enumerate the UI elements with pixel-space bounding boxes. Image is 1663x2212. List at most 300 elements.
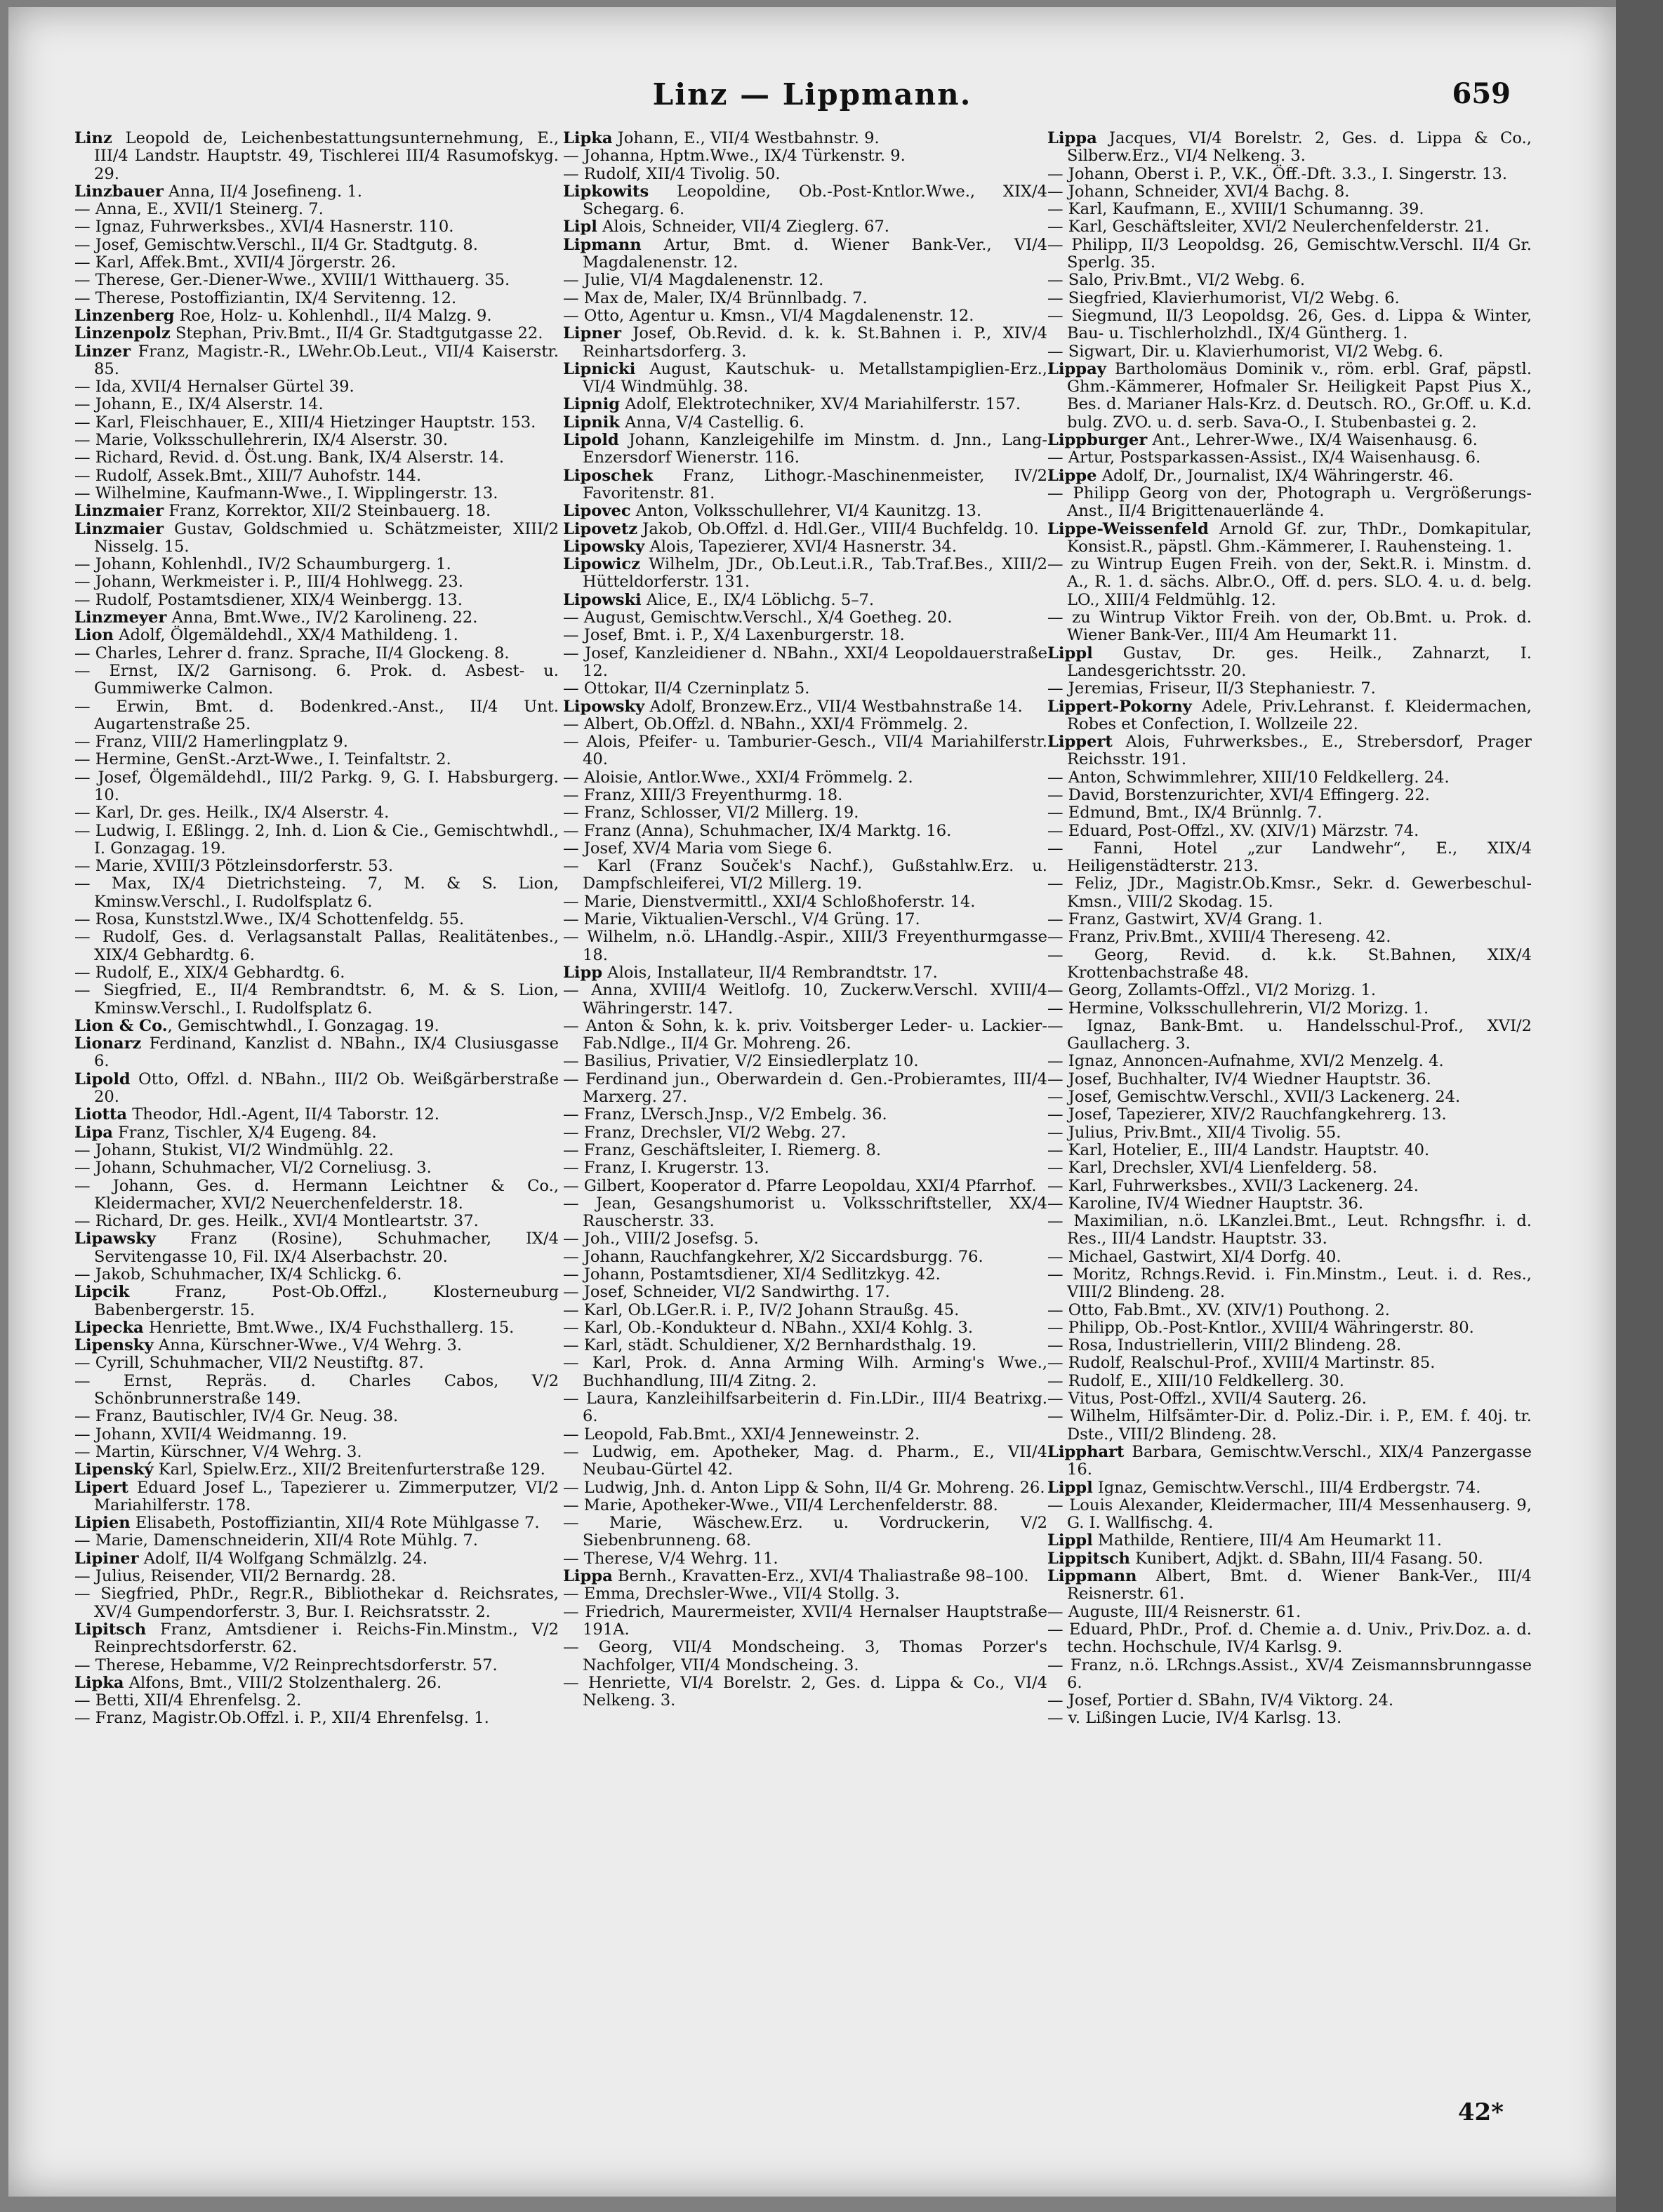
entry-text: Roe, Holz- u. Kohlenhdl., II/4 Malzg. 9. [174, 306, 492, 325]
entry-text: — Max, IX/4 Dietrichsteing. 7, M. & S. Lion, Kminsw.Verschl., I. Rudolfsplatz 6. [74, 874, 559, 911]
directory-entry [563, 627, 1047, 644]
entry-text: — Otto, Agentur u. Kmsn., VI/4 Magdalenenstr. 12. [563, 306, 974, 325]
directory-entry [563, 1639, 1047, 1674]
entry-text: Eduard Josef L., Tapezierer u. Zimmerputzer, VI/2 Mariahilferstr. 178. [94, 1478, 559, 1514]
entry-text: — Karl, Fuhrwerksbes., XVII/3 Lackenerg. 24. [1047, 1176, 1419, 1195]
entry-surname: Lipovetz [563, 519, 638, 538]
entry-text: — Franz (Anna), Schuhmacher, IX/4 Marktg. 16. [563, 821, 952, 840]
directory-entry [563, 911, 1047, 928]
entry-text: — Johann, XVII/4 Weidmanng. 19. [74, 1425, 347, 1444]
entry-text: — Ludwig, Jnh. d. Anton Lipp & Sohn, II/4 Gr. Mohreng. 26. [563, 1478, 1045, 1497]
entry-surname: Lipert [74, 1478, 128, 1497]
directory-entry [74, 1621, 559, 1657]
entry-text: Adolf, Bronzew.Erz., VII/4 Westbahnstraße 14. [644, 697, 1023, 716]
entry-text: Ant., Lehrer-Wwe., IX/4 Waisenhausg. 6. [1147, 431, 1478, 450]
directory-entry [1047, 982, 1532, 999]
directory-entry [1047, 1142, 1532, 1159]
entry-text: Franz, Tischler, X/4 Eugeng. 84. [112, 1123, 377, 1142]
entry-text: — Karl, Geschäftsleiter, XVI/2 Neulerchenfelderstr. 21. [1047, 218, 1490, 236]
entry-text: — Franz, I. Krugerstr. 13. [563, 1159, 769, 1178]
directory-entry [1047, 1178, 1532, 1195]
directory-entry [1047, 1710, 1532, 1727]
entry-text: — Emma, Drechsler-Wwe., VII/4 Stollg. 3. [563, 1585, 900, 1604]
directory-entry [563, 1497, 1047, 1514]
entry-text: Adolf, II/4 Wolfgang Schmälzlg. 24. [138, 1549, 428, 1568]
entry-surname: Lipowsky [563, 537, 645, 556]
entry-text: — Gilbert, Kooperator d. Pfarre Leopoldau, XXI/4 Pfarrhof. [563, 1176, 1037, 1195]
directory-entry [1047, 1195, 1532, 1213]
directory-entry [1047, 485, 1532, 521]
entry-surname: Lipmann [563, 235, 642, 254]
directory-entry [74, 982, 559, 1018]
entry-text: — Karl, Kaufmann, E., XVIII/1 Schumanng. 39. [1047, 200, 1424, 219]
entry-text: Adele, Priv.Lehranst. f. Kleidermachen, Robes et Confection, I. Wollzeile 22. [1067, 697, 1532, 733]
directory-entry [74, 1426, 559, 1444]
entry-surname: Linz [74, 129, 112, 147]
directory-entry [1047, 183, 1532, 201]
directory-entry [563, 538, 1047, 556]
directory-entry [563, 698, 1047, 716]
entry-text: — Johann, Rauchfangkehrer, X/2 Siccardsburgg. 76. [563, 1247, 983, 1266]
entry-text: — Moritz, Rchngs.Revid. i. Fin.Minstm., Leut. i. d. Res., VIII/2 Blindeng. 28. [1047, 1265, 1532, 1302]
entry-text: — Johann, E., IX/4 Alserstr. 14. [74, 395, 324, 414]
entry-text: Alois, Fuhrwerksbes., E., Strebersdorf, Prager Reichsstr. 191. [1067, 733, 1532, 769]
entry-text: — Georg, Revid. d. k.k. St.Bahnen, XIX/4 Krottenbachstraße 48. [1047, 945, 1532, 982]
entry-text: — Hermine, GenSt.-Arzt-Wwe., I. Teinfaltstr. 2. [74, 750, 451, 769]
directory-entry [74, 130, 559, 183]
entry-text: — Franz, Magistr.Ob.Offzl. i. P., XII/4 Ehrenfelsg. 1. [74, 1709, 489, 1728]
entry-text: Anna, II/4 Josefineng. 1. [163, 182, 362, 201]
entry-text: — Franz, n.ö. LRchngs.Assist., XV/4 Zeismannsbrunngasse 6. [1047, 1655, 1532, 1692]
directory-entry [1047, 1213, 1532, 1248]
entry-text: — Georg, Zollamts-Offzl., VI/2 Morizg. 1. [1047, 981, 1377, 1000]
directory-entry [74, 396, 559, 413]
directory-entry [563, 1159, 1047, 1177]
directory-entry [1047, 928, 1532, 946]
entry-text: — Therese, Ger.-Diener-Wwe., XVIII/1 Witthauerg. 35. [74, 271, 510, 290]
entry-text: — Julius, Priv.Bmt., XII/4 Tivolig. 55. [1047, 1123, 1341, 1142]
entry-surname: Lipovec [563, 502, 631, 521]
entry-text: Alois, Schneider, VII/4 Zieglerg. 67. [597, 218, 889, 236]
entry-text: Franz, Korrektor, XII/2 Steinbauerg. 18. [164, 502, 491, 521]
entry-text: — Franz, Gastwirt, XV/4 Grang. 1. [1047, 910, 1323, 929]
directory-entry [74, 290, 559, 307]
entry-text: Leopold de, Leichenbestattungsunternehmung, E., III/4 Landstr. Hauptstr. 49, Tischlerei III/4 Rasumofskyg. 29. [94, 129, 559, 183]
entry-text: — Ida, XVII/4 Hernalser Gürtel 39. [74, 378, 355, 397]
entry-text: — Marie, Wäschew.Erz. u. Vordruckerin, V/2 Siebenbrunneng. 68. [563, 1514, 1047, 1550]
directory-entry [1047, 521, 1532, 557]
entry-text: Franz, Amtsdiener i. Reichs-Fin.Minstm., V/2 Reinprechtsdorferstr. 62. [94, 1620, 559, 1657]
entry-text: — Karl, Ob.LGer.R. i. P., IV/2 Johann Straußg. 45. [563, 1300, 960, 1319]
directory-entry [563, 1124, 1047, 1142]
entry-text: — Julius, Reisender, VII/2 Bernardg. 28. [74, 1567, 397, 1586]
directory-entry [74, 1479, 559, 1515]
directory-entry [1047, 698, 1532, 734]
directory-entry [563, 982, 1047, 1018]
directory-entry [563, 733, 1047, 769]
directory-entry [563, 645, 1047, 681]
entry-text: — Charles, Lehrer d. franz. Sprache, II/4 Glockeng. 8. [74, 644, 510, 662]
entry-text: — Philipp, II/3 Leopoldsg. 26, Gemischtw.Verschl. II/4 Gr. Sperlg. 35. [1047, 235, 1532, 272]
entry-text: — Max de, Maler, IX/4 Brünnlbadg. 7. [563, 288, 868, 307]
entry-text: — Wilhelm, n.ö. LHandlg.-Aspir., XIII/3 Freyenthurmgasse 18. [563, 928, 1047, 964]
directory-entry [563, 1195, 1047, 1231]
directory-entry [1047, 432, 1532, 449]
entry-text: Alice, E., IX/4 Löblichg. 5–7. [641, 590, 875, 609]
directory-entry [563, 147, 1047, 165]
directory-entry [1047, 822, 1532, 840]
directory-entry [1047, 1657, 1532, 1693]
entry-surname: Lipphart [1047, 1442, 1125, 1461]
directory-entry [563, 1568, 1047, 1585]
entry-surname: Lippburger [1047, 431, 1148, 450]
entry-text: Anna, V/4 Castellig. 6. [619, 413, 804, 432]
entry-text: — Anton & Sohn, k. k. priv. Voitsberger Leder- u. Lackier-Fab.Ndlge., II/4 Gr. Mohreng. 26. [563, 1016, 1047, 1053]
directory-entry [1047, 1479, 1532, 1497]
directory-entry [1047, 1390, 1532, 1408]
entry-text: — Louis Alexander, Kleidermacher, III/4 Messenhauserg. 9, G. I. Wallfischg. 4. [1047, 1495, 1532, 1533]
directory-entry [563, 804, 1047, 822]
directory-entry [563, 893, 1047, 911]
directory-entry [563, 1550, 1047, 1568]
directory-entry [74, 858, 559, 875]
entry-text: — Rudolf, Postamtsdiener, XIX/4 Weinbergg. 13. [74, 590, 463, 609]
entry-text: — Jakob, Schuhmacher, IX/4 Schlickg. 6. [74, 1265, 402, 1284]
directory-entry [74, 627, 559, 644]
directory-entry [563, 1178, 1047, 1195]
directory-entry [1047, 1532, 1532, 1550]
entry-text: Alois, Tapezierer, XVI/4 Hasnerstr. 34. [644, 537, 958, 556]
entry-text: — Feliz, JDr., Magistr.Ob.Kmsr., Sekr. d. Gewerbeschul-Kmsn., VIII/2 Skodag. 15. [1047, 874, 1532, 911]
directory-entry [563, 1248, 1047, 1266]
entry-text: — Fanni, Hotel „zur Landwehr“, E., XIX/4 Heiligenstädterstr. 213. [1047, 839, 1532, 876]
entry-text: Johann, Kanzleigehilfe im Minstm. d. Jnn., Lang-Enzersdorf Wienerstr. 116. [583, 431, 1047, 467]
entry-text: Gustav, Goldschmied u. Schätzmeister, XIII/2 Nisselg. 15. [94, 519, 559, 556]
entry-surname: Lipecka [74, 1318, 144, 1337]
entry-surname: Lipiner [74, 1549, 139, 1568]
entry-text: — Artur, Postsparkassen-Assist., IX/4 Waisenhausg. 6. [1047, 448, 1481, 467]
directory-entry [563, 858, 1047, 893]
entry-surname: Lipka [74, 1673, 124, 1692]
entry-text: — Anna, E., XVII/1 Steinerg. 7. [74, 200, 324, 219]
directory-entry [563, 1230, 1047, 1248]
entry-surname: Linzmeyer [74, 608, 167, 627]
directory-entry [74, 449, 559, 467]
directory-entry [1047, 1159, 1532, 1177]
directory-entry [74, 1035, 559, 1071]
directory-entry [1047, 1053, 1532, 1070]
entry-text: — Marie, Volksschullehrerin, IX/4 Alserstr. 30. [74, 431, 449, 450]
directory-entry [563, 1514, 1047, 1550]
entry-text: — Anna, XVIII/4 Weitlofg. 10, Zuckerw.Verschl. XVIII/4 Währingerstr. 147. [563, 981, 1047, 1018]
entry-text: — Johann, Postamtsdiener, XI/4 Sedlitzkyg. 42. [563, 1265, 941, 1284]
directory-entry [563, 272, 1047, 289]
directory-entry [74, 875, 559, 911]
directory-entry [1047, 1408, 1532, 1444]
entry-text: — Josef, Buchhalter, IV/4 Wiedner Hauptstr. 36. [1047, 1070, 1431, 1088]
entry-text: — Karl, Prok. d. Anna Arming Wilh. Arming's Wwe., Buchhandlung, III/4 Zitng. 2. [563, 1354, 1047, 1390]
entry-text: — Ludwig, em. Apotheker, Mag. d. Pharm., E., VII/4 Neubau-Gürtel 42. [563, 1442, 1047, 1479]
entry-text: — Karl, Drechsler, XVI/4 Lienfelderg. 58. [1047, 1159, 1377, 1178]
entry-text: — Rosa, Kunststzl.Wwe., IX/4 Schottenfeldg. 55. [74, 910, 465, 929]
directory-entry [1047, 1337, 1532, 1354]
directory-entry [1047, 1302, 1532, 1319]
page-title: Linz — Lippmann. [652, 77, 972, 112]
directory-entry [563, 1142, 1047, 1159]
entry-text: — Marie, Viktualien-Verschl., V/4 Grüng. 17. [563, 910, 920, 929]
entry-text: — Georg, VII/4 Mondscheing. 3, Thomas Porzer's Nachfolger, VII/4 Mondscheing. 3. [563, 1638, 1047, 1674]
entry-text: — Josef, Bmt. i. P., X/4 Laxenburgerstr. 18. [563, 626, 905, 645]
entry-surname: Lion [74, 626, 114, 645]
entry-surname: Lipnig [563, 395, 621, 414]
entry-text: Alois, Installateur, II/4 Rembrandtstr. 17. [602, 963, 938, 982]
entry-surname: Lipl [563, 218, 597, 236]
directory-entry [74, 1071, 559, 1107]
entry-text: Franz (Rosine), Schuhmacher, IX/4 Servitengasse 10, Fil. IX/4 Alserbachstr. 20. [94, 1230, 559, 1266]
entry-surname: Lippert-Pokorny [1047, 697, 1192, 716]
entry-text: Anna, Bmt.Wwe., IV/2 Karolineng. 22. [166, 608, 478, 627]
entry-text: — Ludwig, I. Eßlingg. 2, Inh. d. Lion & Cie., Gemischtwhdl., I. Gonzagag. 19. [74, 821, 559, 858]
entry-text: — Sigwart, Dir. u. Klavierhumorist, VI/2 Webg. 6. [1047, 342, 1443, 361]
directory-entry [563, 680, 1047, 698]
directory-entry [563, 432, 1047, 467]
directory-entry [74, 804, 559, 822]
entry-text: Bartholomäus Dominik v., röm. erbl. Graf, päpstl. Ghm.-Kämmerer, Hofmaler Sr. Heiligkeit Papst Pius X., Bes. d. Marianer Hals-Krz. d. Deutsch. RO., Gr.Off. u. K.d. bulg. ZVO. u. d. serb. Sava-O., I. Stubenbastei g. 2. [1067, 359, 1532, 432]
entry-text: — August, Gemischtw.Verschl., X/4 Goetheg. 20. [563, 608, 953, 627]
directory-entry [1047, 804, 1532, 822]
entry-text: — Josef, Tapezierer, XIV/2 Rauchfangkehrerg. 13. [1047, 1105, 1447, 1124]
directory-entry [74, 378, 559, 396]
directory-entry [74, 201, 559, 218]
entry-text: — David, Borstenzurichter, XVI/4 Effingerg. 22. [1047, 785, 1430, 804]
directory-entry [563, 1479, 1047, 1497]
entry-text: — Philipp, Ob.-Post-Kntlor., XVIII/4 Währingerstr. 80. [1047, 1318, 1474, 1337]
entry-surname: Lippay [1047, 359, 1106, 378]
directory-entry [1047, 787, 1532, 804]
entry-text: Adolf, Dr., Journalist, IX/4 Währingerstr. 46. [1096, 466, 1454, 485]
entry-surname: Lipcik [74, 1283, 130, 1302]
entry-text: — Karl, Affek.Bmt., XVII/4 Jörgerstr. 26. [74, 253, 397, 272]
entry-text: — Johann, Werkmeister i. P., III/4 Hohlwegg. 23. [74, 573, 463, 592]
directory-entry [563, 467, 1047, 503]
entry-text: — Therese, Hebamme, V/2 Reinprechtsdorferstr. 57. [74, 1655, 498, 1674]
directory-entry [563, 928, 1047, 964]
entry-text: — Johann, Oberst i. P., V.K., Öff.-Dft. 3.3., I. Singerstr. 13. [1047, 164, 1508, 183]
entry-text: — Eduard, Post-Offzl., XV. (XIV/1) Märzstr. 74. [1047, 821, 1419, 840]
entry-text: — Johann, Kohlenhdl., IV/2 Schaumburgerg. 1. [74, 555, 451, 574]
directory-page [8, 7, 1616, 2197]
entry-text: — Karl, Fleischhauer, E., XIII/4 Hietzinger Hauptstr. 153. [74, 413, 536, 432]
entry-surname: Lippmann [1047, 1567, 1137, 1586]
directory-entry [74, 645, 559, 662]
directory-entry [74, 1373, 559, 1408]
directory-entry [74, 751, 559, 768]
entry-text: — Franz, Drechsler, VI/2 Webg. 27. [563, 1123, 847, 1142]
entry-text: — Johanna, Hptm.Wwe., IX/4 Türkenstr. 9. [563, 147, 906, 166]
directory-entry [563, 716, 1047, 733]
directory-entry [563, 361, 1047, 397]
entry-text: — Ernst, IX/2 Garnisong. 6. Prok. d. Asbest- u. Gummiwerke Calmon. [74, 661, 559, 698]
directory-entry [74, 1159, 559, 1177]
directory-entry [74, 822, 559, 858]
entry-text: — Ottokar, II/4 Czerninplatz 5. [563, 679, 810, 698]
directory-entry [563, 1426, 1047, 1444]
directory-entry [1047, 218, 1532, 236]
directory-entry [74, 254, 559, 272]
entry-text: Franz, Lithogr.-Maschinenmeister, IV/2 Favoritenstr. 81. [583, 466, 1047, 502]
entry-text: — Josef, Kanzleidiener d. NBahn., XXI/4 Leopoldauerstraße 12. [563, 644, 1047, 680]
entry-surname: Lipitsch [74, 1620, 147, 1639]
directory-entry [1047, 1018, 1532, 1053]
directory-entry [74, 573, 559, 591]
directory-entry [74, 1692, 559, 1710]
entry-text: Ferdinand, Kanzlist d. NBahn., IX/4 Clusiusgasse 6. [94, 1034, 559, 1071]
entry-text: Jakob, Ob.Offzl. d. Hdl.Ger., VIII/4 Buchfeldg. 10. [637, 519, 1039, 538]
directory-entry [563, 1018, 1047, 1053]
directory-entry [563, 236, 1047, 272]
entry-surname: Linzer [74, 342, 131, 361]
directory-entry [74, 432, 559, 449]
entry-surname: Lippert [1047, 733, 1113, 752]
directory-entry [74, 1213, 559, 1230]
entry-text: — Ignaz, Fuhrwerksbes., XVI/4 Hasnerstr. 110. [74, 218, 454, 236]
entry-text: — Johann, Stukist, VI/2 Windmühlg. 22. [74, 1140, 394, 1159]
entry-text: — Johann, Schneider, XVI/4 Bachg. 8. [1047, 182, 1350, 201]
directory-entry [74, 343, 559, 379]
entry-text: Elisabeth, Postoffiziantin, XII/4 Rote Mühlgasse 7. [130, 1514, 540, 1533]
entry-text: Henriette, Bmt.Wwe., IX/4 Fuchsthallerg. 15. [143, 1318, 515, 1337]
directory-entry [1047, 733, 1532, 769]
entry-surname: Lipenský [74, 1460, 154, 1479]
entry-text: — Rudolf, E., XIX/4 Gebhardtg. 6. [74, 963, 345, 982]
directory-entry [563, 1284, 1047, 1301]
directory-entry [1047, 840, 1532, 876]
entry-text: — Franz, Geschäftsleiter, I. Riemerg. 8. [563, 1140, 882, 1159]
entry-text: — Rosa, Industriellerin, VIII/2 Blindeng. 28. [1047, 1336, 1402, 1355]
directory-entry [1047, 1444, 1532, 1479]
directory-entry [74, 1444, 559, 1461]
entry-text: — Friedrich, Maurermeister, XVII/4 Hernalser Hauptstraße 191A. [563, 1602, 1047, 1639]
entry-surname: Lipa [74, 1123, 113, 1142]
directory-entry [74, 1284, 559, 1319]
entry-text: — Franz, LVersch.Jnsp., V/2 Embelg. 36. [563, 1105, 887, 1124]
entry-text: — Josef, Schneider, VI/2 Sandwirthg. 17. [563, 1283, 890, 1302]
entry-text: — zu Wintrup Viktor Freih. von der, Ob.Bmt. u. Prok. d. Wiener Bank-Ver., III/4 Am Heumarkt 11. [1047, 608, 1532, 645]
entry-surname: Lippitsch [1047, 1549, 1130, 1568]
entry-text: — Laura, Kanzleihilfsarbeiterin d. Fin.LDir., III/4 Beatrixg. 6. [563, 1390, 1047, 1426]
entry-text: Adolf, Elektrotechniker, XV/4 Mariahilferstr. 157. [620, 395, 1021, 414]
entry-text: — Basilius, Privatier, V/2 Einsiedlerplatz 10. [563, 1052, 919, 1071]
directory-entry [74, 1568, 559, 1585]
entry-text: Franz, Magistr.-R., LWehr.Ob.Leut., VII/4 Kaiserstr. 85. [94, 342, 559, 378]
directory-entry [1047, 609, 1532, 645]
directory-entry [74, 733, 559, 751]
entry-text: Kunibert, Adjkt. d. SBahn, III/4 Fasang. 50. [1130, 1549, 1483, 1568]
entry-text: Artur, Bmt. d. Wiener Bank-Ver., VI/4 Magdalenenstr. 12. [583, 235, 1047, 272]
directory-entry [563, 218, 1047, 236]
entry-text: — Karl, städt. Schuldiener, X/2 Bernhardsthalg. 19. [563, 1336, 977, 1355]
directory-entry [563, 1053, 1047, 1070]
directory-entry [74, 521, 559, 557]
directory-entry [74, 964, 559, 982]
entry-text: Albert, Bmt. d. Wiener Bank-Ver., III/4 Reisnerstr. 61. [1067, 1567, 1532, 1604]
directory-entry [1047, 361, 1532, 432]
entry-surname: Lippa [563, 1567, 613, 1586]
entry-surname: Lionarz [74, 1034, 142, 1053]
entry-text: — Siegmund, II/3 Leopoldsg. 26, Ges. d. Lippa & Winter, Bau- u. Tischlerholzhdl., IX/4 Güntherg. 1. [1047, 306, 1532, 343]
entry-text: — Henriette, VI/4 Borelstr. 2, Ges. d. Lippa & Co., VI/4 Nelkeng. 3. [563, 1673, 1047, 1710]
entry-surname: Lipnik [563, 413, 620, 432]
directory-entry [74, 1354, 559, 1372]
entry-text: — Wilhelm, Hilfsämter-Dir. d. Poliz.-Dir. i. P., EM. f. 40j. tr. Dste., VIII/2 Blindeng. 28. [1047, 1407, 1532, 1444]
directory-entry [74, 1337, 559, 1354]
entry-text: — Anton, Schwimmlehrer, XIII/10 Feldkellerg. 24. [1047, 768, 1450, 787]
entry-surname: Lipensky [74, 1336, 154, 1355]
directory-entry [563, 1585, 1047, 1603]
entry-surname: Lipold [74, 1070, 131, 1088]
directory-entry [74, 1532, 559, 1550]
entry-text: Alfons, Bmt., VIII/2 Stolzenthalerg. 26. [124, 1673, 442, 1692]
entry-text: — Josef, XV/4 Maria vom Siege 6. [563, 839, 833, 858]
entry-surname: Lippl [1047, 1478, 1093, 1497]
page-number: 659 [1452, 77, 1511, 110]
directory-entry [74, 236, 559, 254]
directory-entry [563, 1337, 1047, 1354]
directory-entry [563, 1390, 1047, 1426]
directory-entry [74, 218, 559, 236]
directory-entry [74, 1674, 559, 1692]
entry-surname: Linzmaier [74, 502, 164, 521]
directory-entry [563, 787, 1047, 804]
directory-entry [1047, 556, 1532, 609]
entry-text: — Josef, Gemischtw.Verschl., XVII/3 Lackenerg. 24. [1047, 1088, 1461, 1107]
directory-entry [74, 502, 559, 520]
directory-entry [74, 1461, 559, 1479]
directory-entry [74, 1550, 559, 1568]
entry-text: — Karl (Franz Souček's Nachf.), Gußstahlw.Erz. u. Dampfschleiferei, VI/2 Millerg. 19. [563, 857, 1047, 893]
directory-entry [74, 307, 559, 325]
entry-text: — Salo, Priv.Bmt., VI/2 Webg. 6. [1047, 271, 1306, 290]
entry-text: — Jean, Gesangshumorist u. Volksschriftsteller, XX/4 Rauscherstr. 33. [563, 1194, 1047, 1231]
entry-text: — Maximilian, n.ö. LKanzlei.Bmt., Leut. Rchngsfhr. i. d. Res., III/4 Landstr. Hauptstr. 33. [1047, 1212, 1532, 1248]
directory-entry [1047, 1106, 1532, 1124]
directory-entry [74, 698, 559, 734]
entry-text: — Josef, Ölgemäldehdl., III/2 Parkg. 9, G. I. Habsburgerg. 10. [74, 768, 559, 804]
directory-entry [563, 396, 1047, 413]
entry-surname: Lipnicki [563, 359, 636, 378]
entry-text: — Betti, XII/4 Ehrenfelsg. 2. [74, 1691, 302, 1710]
directory-entry [1047, 1248, 1532, 1266]
directory-entry [1047, 449, 1532, 467]
entry-text: — Otto, Fab.Bmt., XV. (XIV/1) Pouthong. 2. [1047, 1300, 1390, 1319]
directory-entry [74, 1178, 559, 1213]
directory-entry [563, 414, 1047, 432]
entry-surname: Lipp [563, 963, 603, 982]
directory-entry [74, 485, 559, 502]
directory-entry [74, 662, 559, 698]
entry-text: — Marie, Damenschneiderin, XII/4 Rote Mühlg. 7. [74, 1531, 478, 1550]
directory-entry [563, 502, 1047, 520]
entry-surname: Lipold [563, 431, 619, 450]
directory-entry [1047, 290, 1532, 307]
directory-entry [74, 1657, 559, 1674]
entry-surname: Liotta [74, 1105, 128, 1124]
directory-entry [74, 769, 559, 805]
entry-text: — Karl, Ob.-Kondukteur d. NBahn., XXI/4 Kohlg. 3. [563, 1318, 974, 1337]
directory-entry [1047, 1124, 1532, 1142]
entry-text: Theodor, Hdl.-Agent, II/4 Taborstr. 12. [127, 1105, 439, 1124]
entry-text: — Siegfried, E., II/4 Rembrandtstr. 6, M. & S. Lion, Kminsw.Verschl., I. Rudolfsplatz 6. [74, 981, 559, 1018]
